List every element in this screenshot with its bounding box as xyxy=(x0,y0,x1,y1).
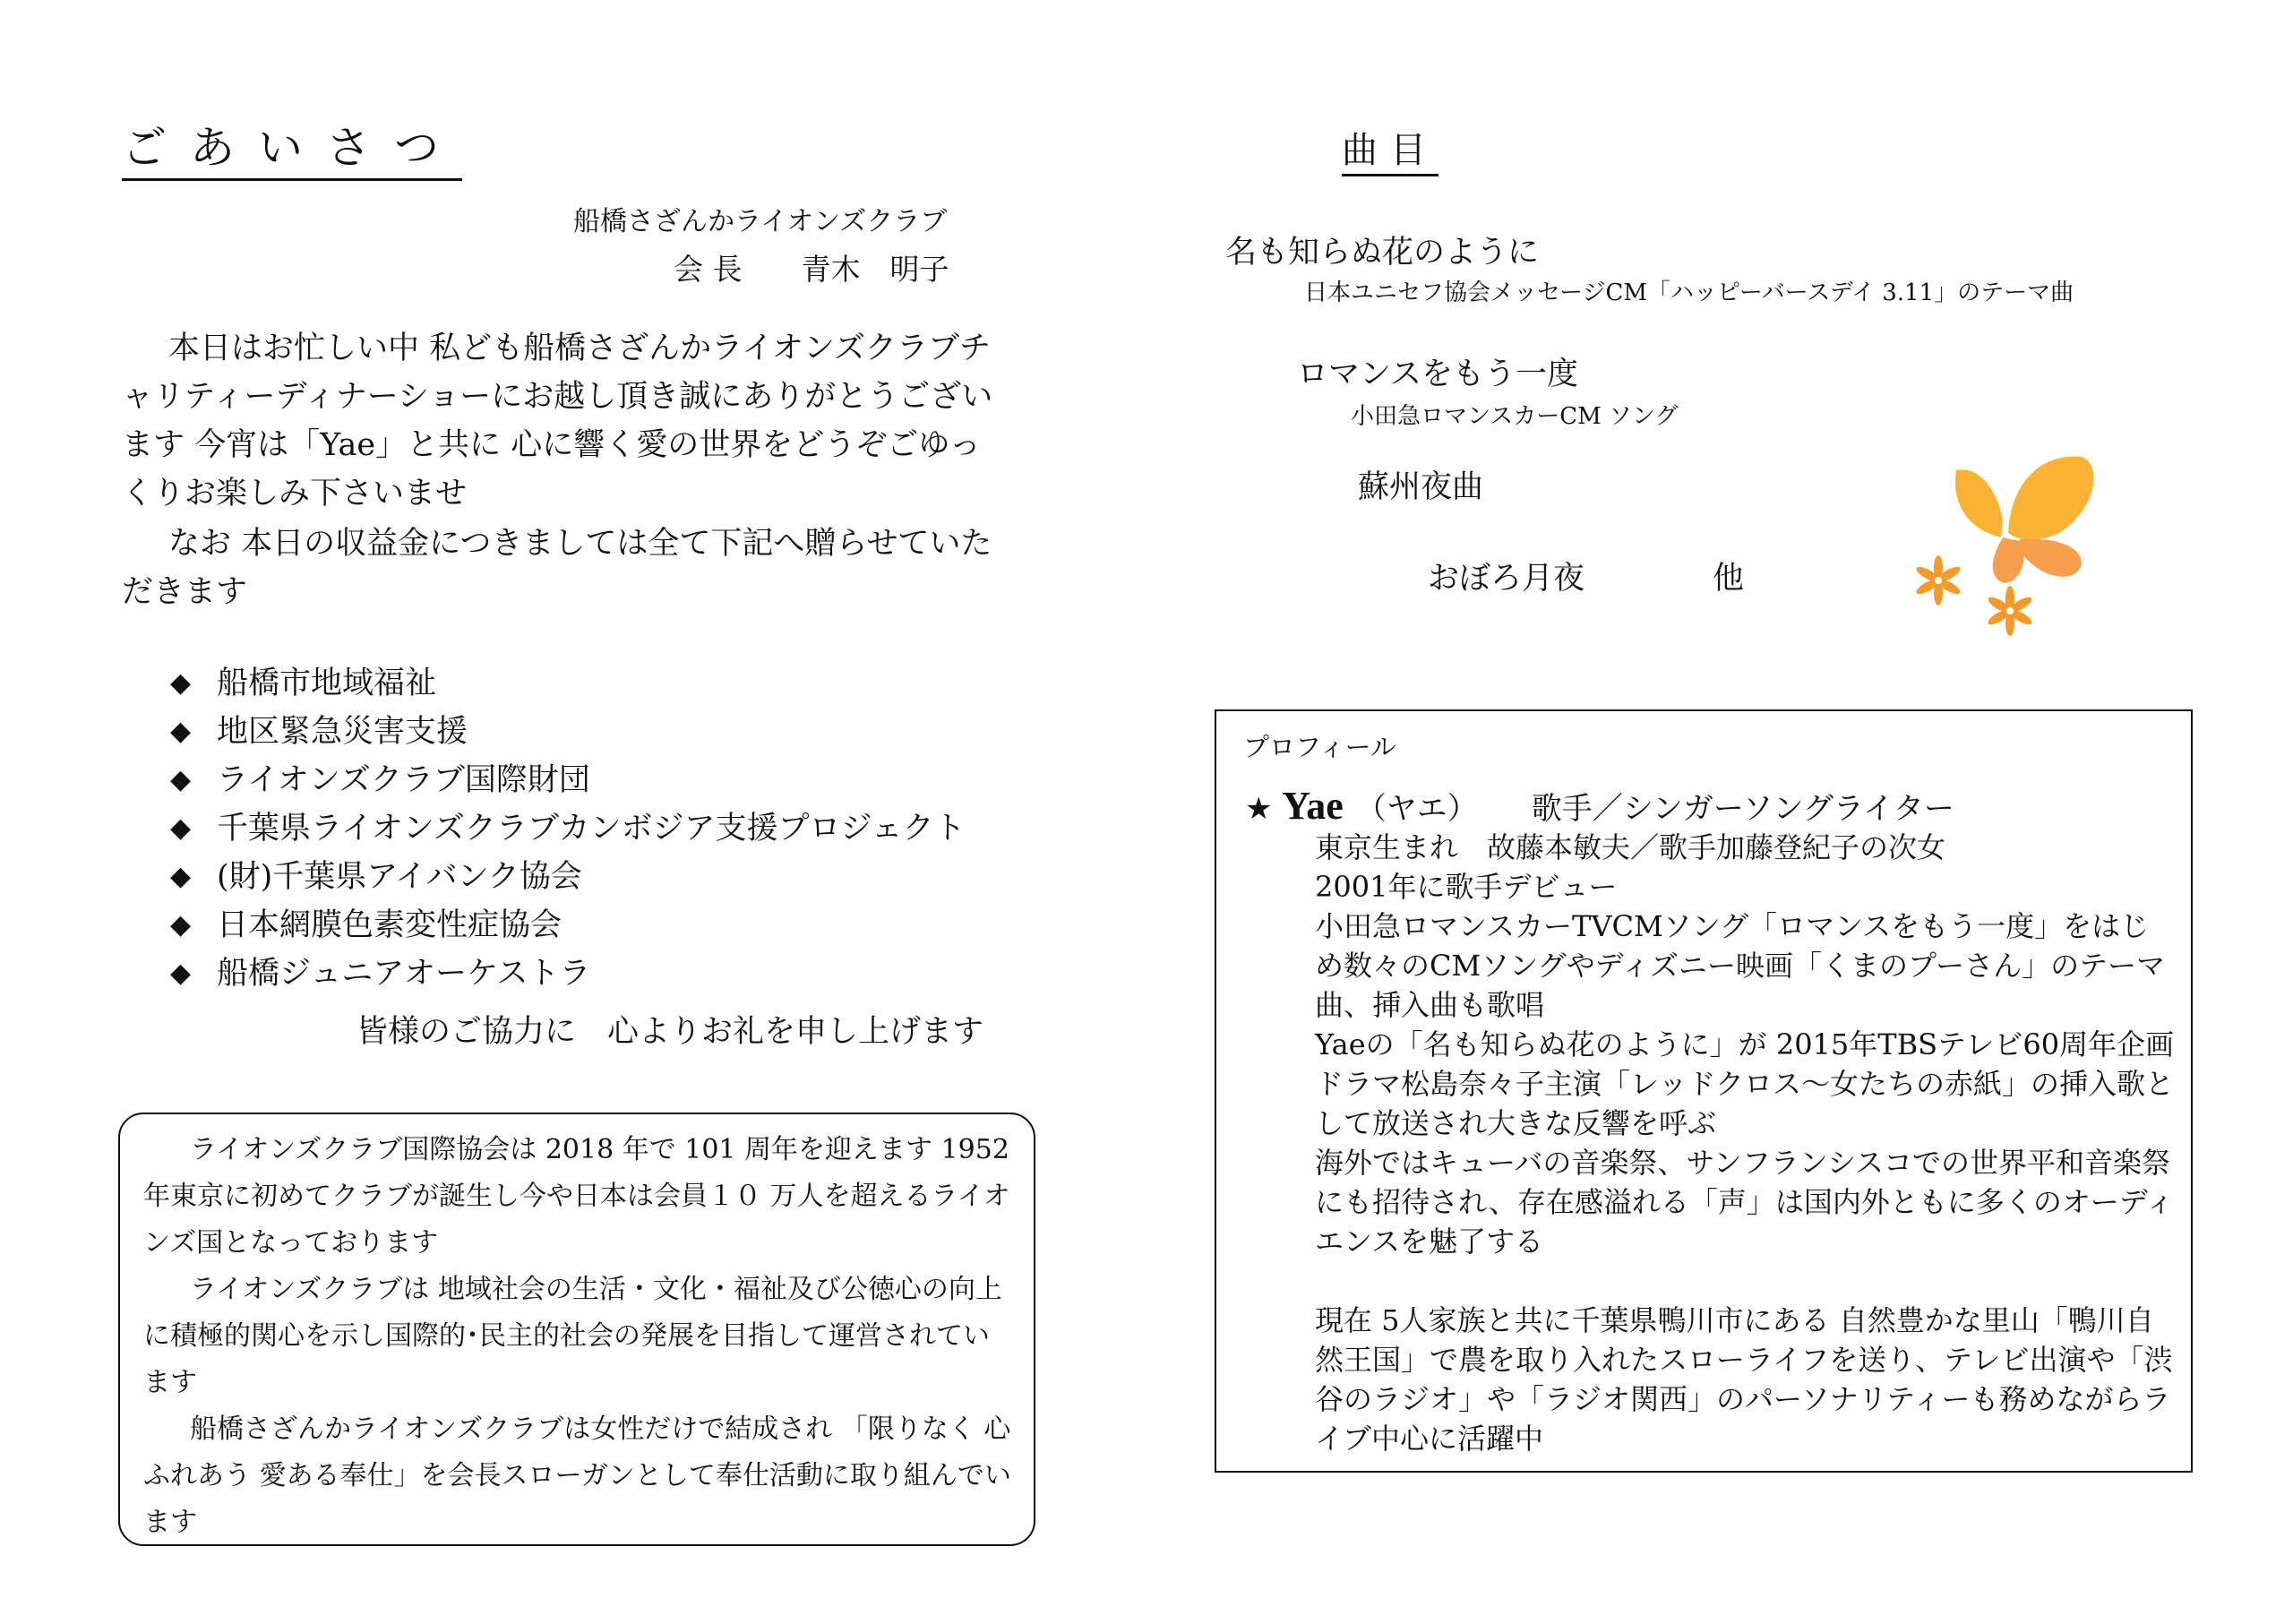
beneficiary-label: (財)千葉県アイバンク協会 xyxy=(217,859,582,895)
profile-line: Yaeの「名も知らぬ花のように」が 2015年TBSテレビ60周年企画ドラマ松島奈々子主演「レッドクロス～女たちの赤紙」の挿入歌として放送され大きな反響を呼ぶ xyxy=(1315,1027,2175,1140)
profile-line: 小田急ロマンスカーTVCMソング「ロマンスをもう一度」をはじめ数々のCMソングやディズニー映画「くまのプーさん」のテーマ曲、挿入曲も歌唱 xyxy=(1315,909,2166,1022)
diamond-bullet-icon: ◆ xyxy=(170,909,192,941)
diamond-bullet-icon: ◆ xyxy=(170,764,192,795)
others-label: 他 xyxy=(1713,561,1745,597)
diamond-bullet-icon: ◆ xyxy=(170,716,192,747)
song-title-1: 名も知らぬ花のように xyxy=(1225,235,1540,271)
list-item xyxy=(170,659,966,708)
profile-line: 2001年に歌手デビュー xyxy=(1315,870,1618,904)
list-item xyxy=(170,853,966,901)
star-icon: ★ xyxy=(1245,791,1273,827)
artist-name: Yae xyxy=(1282,784,1344,828)
lions-paragraph-3: 船橋さざんかライオンズクラブは女性だけで結成され 「限りなく 心ふれあう 愛ある奉仕」を会長スローガンとして奉仕活動に取り組んでいます xyxy=(143,1413,1011,1538)
list-item xyxy=(170,949,966,998)
beneficiary-label: 地区緊急災害支援 xyxy=(217,714,468,750)
list-item xyxy=(170,756,966,804)
beneficiary-label: ライオンズクラブ国際財団 xyxy=(217,762,590,798)
beneficiary-list xyxy=(170,659,966,998)
song-title-2: ロマンスをもう一度 xyxy=(1297,357,1578,392)
artist-kana: （ヤエ） xyxy=(1355,791,1478,827)
organization-name: 船橋さざんかライオンズクラブ xyxy=(573,206,948,237)
diamond-bullet-icon: ◆ xyxy=(170,667,192,699)
greeting-paragraph-2: なお 本日の収益金につきましては全て下記へ贈らせていただきます xyxy=(122,526,992,610)
song-note-1: 日本ユニセフ協会メッセージCM「ハッピーバースデイ 3.11」のテーマ曲 xyxy=(1304,279,2074,306)
profile-heading xyxy=(1245,783,1954,829)
thanks-message: 皆様のご協力に 心よりお礼を申し上げます xyxy=(356,1014,984,1050)
butterfly-icon xyxy=(1955,457,2094,583)
song-title-4: おぼろ月夜 xyxy=(1428,561,1585,597)
lions-paragraph-1: ライオンズクラブ国際協会は 2018 年で 101 周年を迎えます 1952 年東京に初めてクラブが誕生し今や日本は会員１０ 万人を超えるライオンズ国となっております xyxy=(143,1134,1010,1259)
greeting-paragraph-1: 本日はお忙しい中 私ども船橋さざんかライオンズクラブチャリティーディナーショーにお越し頂き誠にありがとうございます 今宵は「Yae」と共に 心に響く愛の世界をどうぞごゆっくりお楽しみ下さいませ xyxy=(122,331,993,511)
profile-line: 海外ではキューバの音楽祭、サンフランシスコでの世界平和音楽祭にも招待され、存在感溢れる「声」は国内外ともに多くのオーディエンスを魅了する xyxy=(1315,1146,2175,1259)
profile-body xyxy=(1315,828,2175,1458)
diamond-bullet-icon: ◆ xyxy=(170,812,192,844)
song-title-3: 蘇州夜曲 xyxy=(1358,469,1484,505)
greeting-title: ごあいさつ xyxy=(122,124,462,181)
diamond-bullet-icon: ◆ xyxy=(170,861,192,892)
profile-line: 東京生まれ 故藤本敏夫／歌手加藤登紀子の次女 xyxy=(1315,830,1946,864)
list-item xyxy=(170,901,966,949)
lions-paragraph-2: ライオンズクラブは 地域社会の生活・文化・福祉及び公徳心の向上に積極的関心を示し国際的･民主的社会の発展を目指して運営されています xyxy=(143,1274,1002,1398)
program-title: 曲目 xyxy=(1342,131,1438,176)
beneficiary-label: 日本網膜色素変性症協会 xyxy=(217,907,563,943)
lions-info-box xyxy=(118,1113,1035,1546)
diamond-bullet-icon: ◆ xyxy=(170,958,192,989)
song-note-2: 小田急ロマンスカーCM ソング xyxy=(1351,403,1679,430)
list-item xyxy=(170,708,966,756)
profile-line: 現在 5人家族と共に千葉県鴨川市にある 自然豊かな里山「鴨川自然王国」で農を取り入れたスローライフを送り、テレビ出演や「渋谷のラジオ」や「ラジオ関西」のパーソナリティーも務めながらライブ中心に活躍中 xyxy=(1315,1303,2173,1456)
profile-label: プロフィール xyxy=(1243,732,1397,762)
butterfly-flower-illustration xyxy=(1902,448,2126,645)
list-item xyxy=(170,804,966,853)
artist-role: 歌手／シンガーソングライター xyxy=(1531,791,1954,827)
beneficiary-label: 船橋市地域福祉 xyxy=(217,666,437,701)
beneficiary-label: 千葉県ライオンズクラブカンボジア支援プロジェクト xyxy=(217,811,966,846)
beneficiary-label: 船橋ジュニアオーケストラ xyxy=(217,956,591,992)
president-name: 会 長 青木 明子 xyxy=(674,252,949,287)
